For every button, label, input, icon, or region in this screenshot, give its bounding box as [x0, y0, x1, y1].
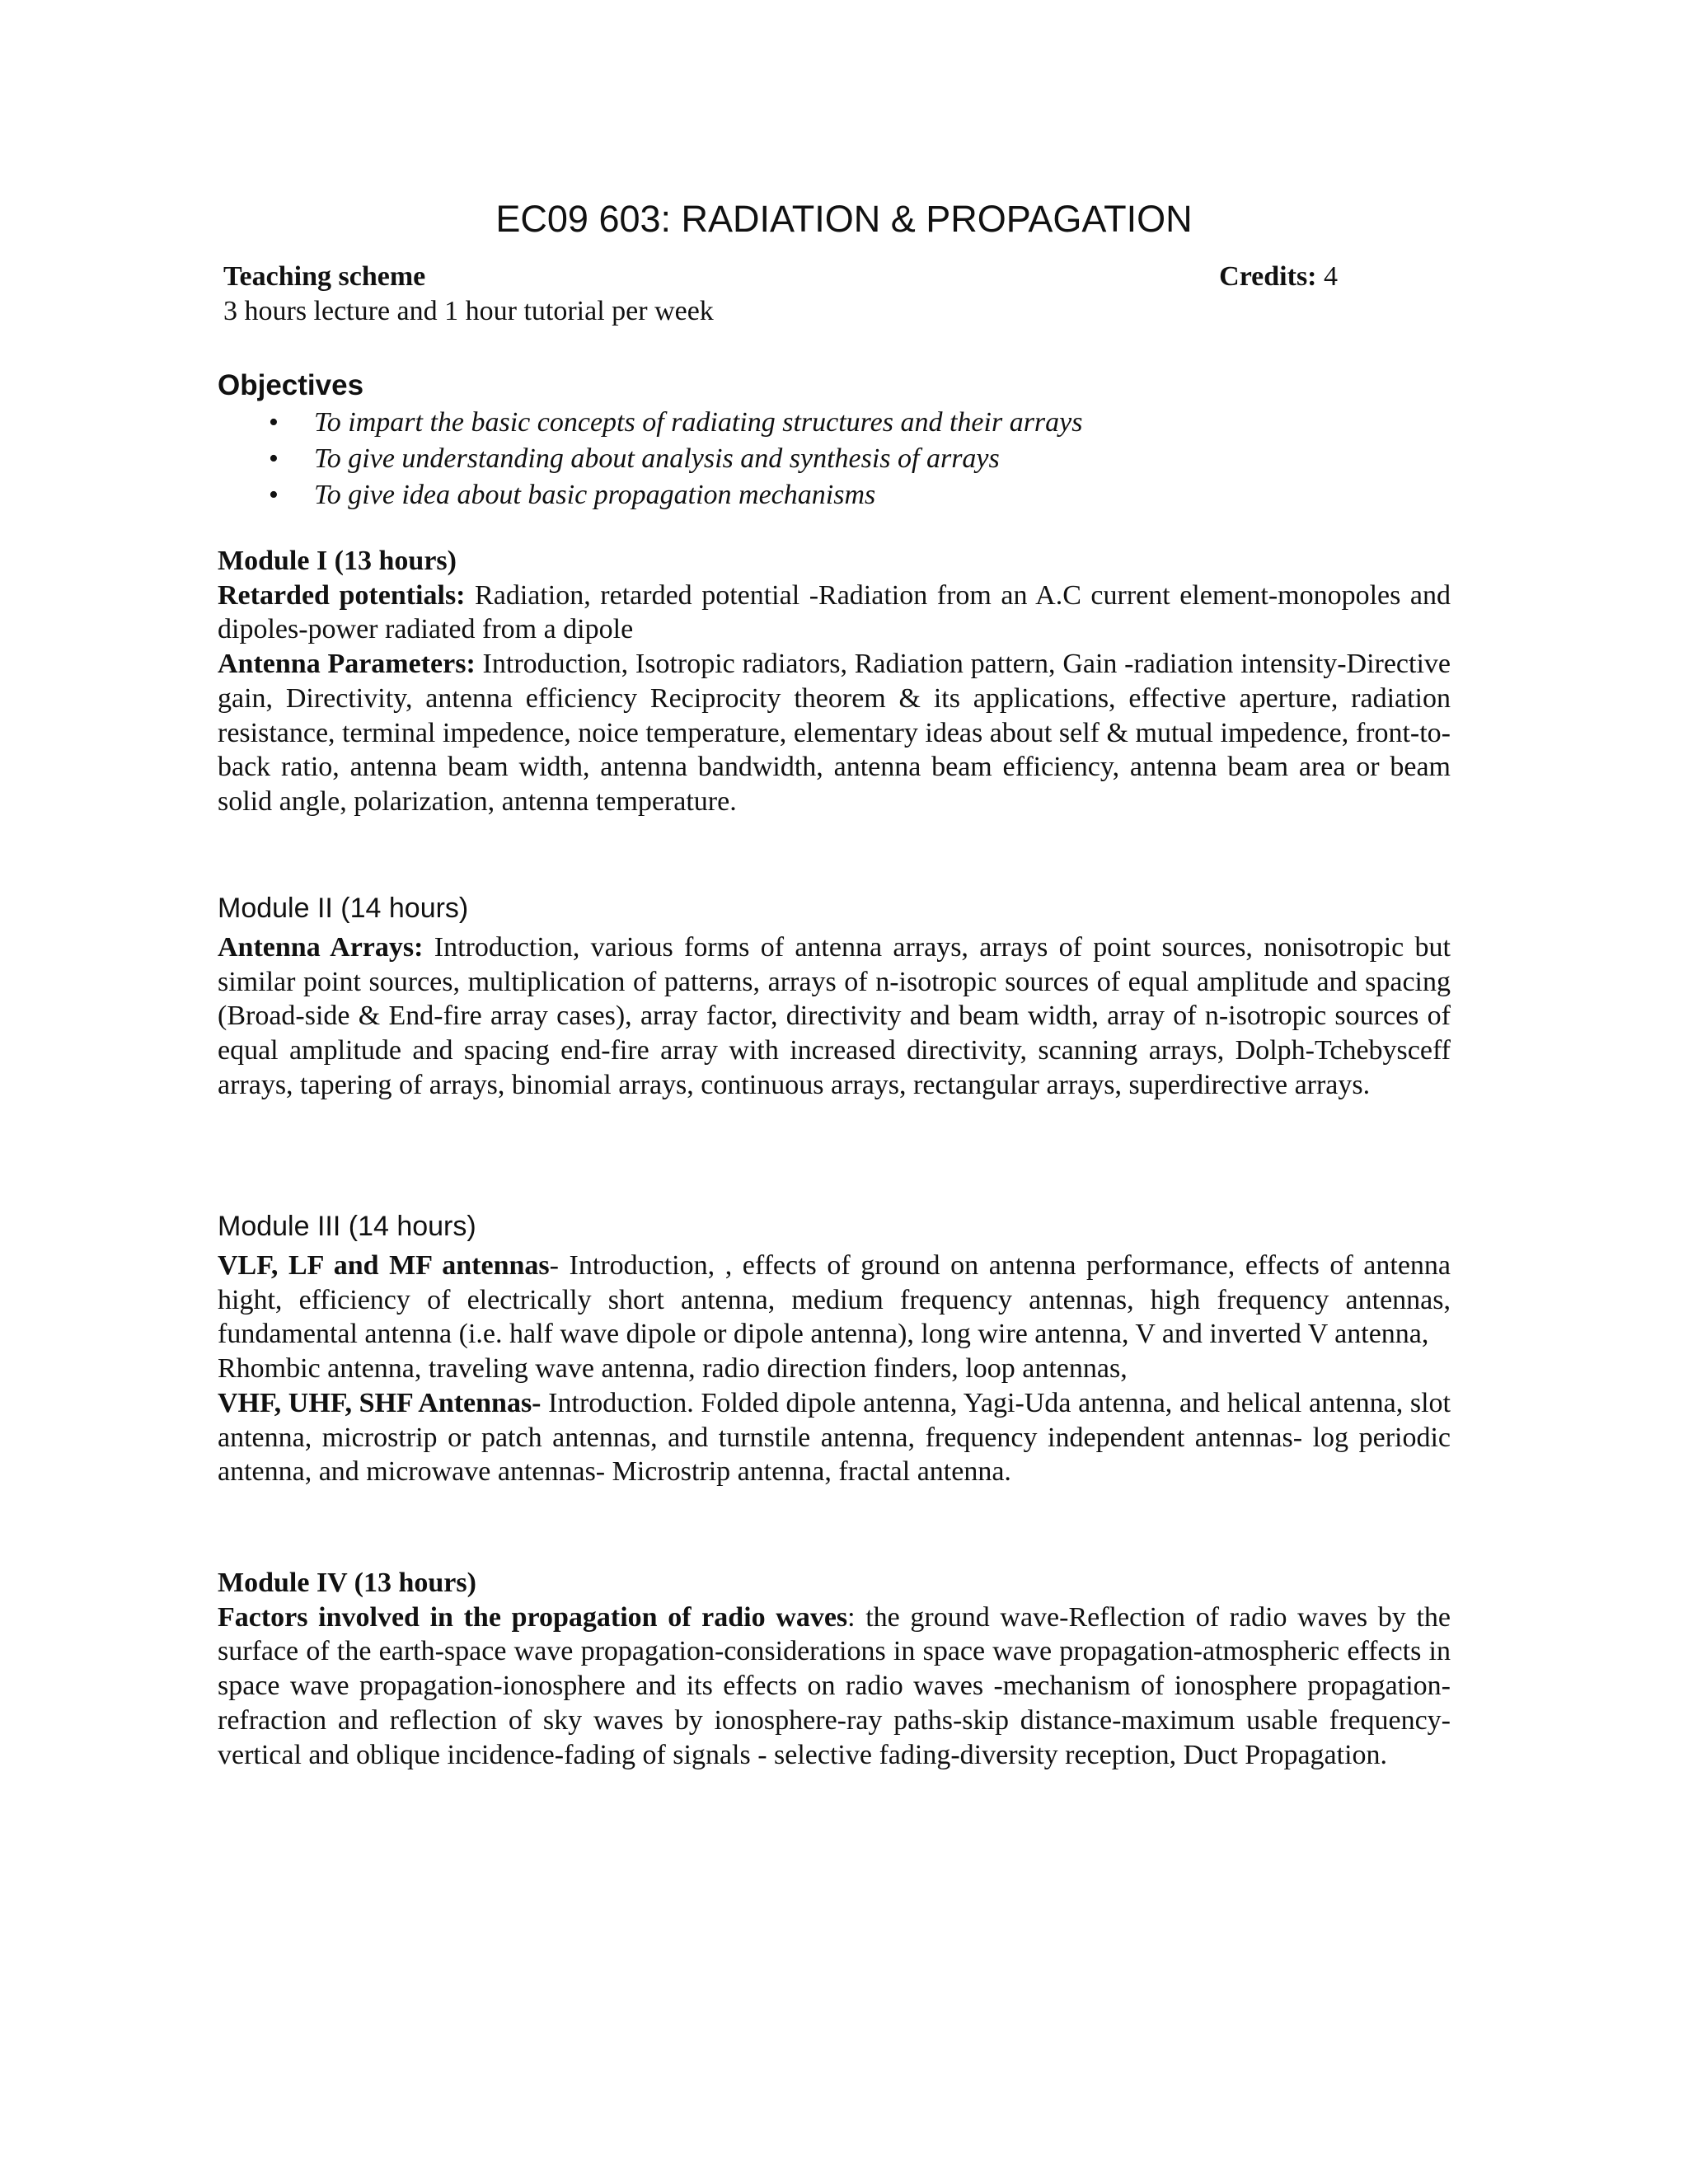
module-paragraph [218, 1249, 1451, 1352]
module-paragraph [218, 1601, 1451, 1773]
topic-label: VHF, UHF, SHF Antennas- [218, 1387, 542, 1418]
module-paragraph [218, 1386, 1451, 1489]
teaching-scheme-text: 3 hours lecture and 1 hour tutorial per week [223, 296, 714, 326]
module-2 [218, 891, 1451, 1103]
topic-label: VLF, LF and MF antennas [218, 1250, 550, 1281]
objectives-heading: Objectives [218, 369, 364, 401]
credits-label: Credits: [1219, 261, 1317, 292]
objectives-list [218, 405, 1082, 513]
module-paragraph [218, 930, 1451, 1103]
module-heading: Module III (14 hours) [218, 1211, 476, 1242]
module-4 [218, 1566, 1451, 1772]
topic-text: Rhombic antenna, traveling wave antenna, radio direction finders, loop antennas, [218, 1353, 1128, 1385]
module-3 [218, 1209, 1451, 1489]
bullet-icon: • [269, 407, 279, 438]
topic-text: Radiation, retarded potential -Radiation from an A.C current element-monopoles and dipoles-power radiated from a dipole [218, 579, 1451, 645]
objective-text: To give understanding about analysis and synthesis of arrays [314, 443, 1000, 474]
module-heading: Module I (13 hours) [218, 546, 457, 576]
bullet-icon: • [269, 480, 279, 510]
bullet-icon: • [269, 443, 279, 474]
objective-item [218, 405, 1082, 441]
module-paragraph [218, 579, 1451, 647]
objective-text: To impart the basic concepts of radiating structures and their arrays [314, 407, 1083, 438]
topic-label: Antenna Parameters: [218, 649, 476, 680]
topic-text: Introduction, various forms of antenna arrays, arrays of point sources, nonisotropic but similar point sources, multiplication of patterns, arrays of n-isotropic sources of equal amplitude and spacing (Broad-side & End-fire array cases), array factor, directivity and beam width, array of n-isotropic sources of equal amplitude and spacing end-fire array with increased directivity, scanning arrays, Dolph-Tchebysceff arrays, tapering of arrays, binomial arrays, continuous arrays, rectangular arrays, superdirective arrays. [218, 932, 1451, 1100]
credits-value: 4 [1324, 261, 1338, 292]
objective-text: To give idea about basic propagation mechanisms [314, 480, 876, 510]
topic-label: Antenna Arrays: [218, 932, 424, 963]
module-heading: Module IV (13 hours) [218, 1568, 476, 1598]
credits [1219, 260, 1338, 294]
module-paragraph [218, 647, 1451, 819]
module-1 [218, 544, 1451, 819]
module-paragraph [218, 1352, 1451, 1386]
objective-item [218, 477, 1082, 513]
teaching-scheme-row [223, 260, 1338, 294]
topic-text: Introduction. Folded dipole antenna, Yagi-Uda antenna, and helical antenna, slot antenna, microstrip or patch antennas, and turnstile antenna, frequency independent antennas- log periodic antenna, and microwave antennas- Microstrip antenna, fractal antenna. [218, 1387, 1451, 1488]
objective-item [218, 441, 1082, 477]
topic-text: : the ground wave-Reflection of radio waves by the surface of the earth-space wave propagation-considerations in space wave propagation-atmospheric effects in space wave propagation-ionosphere and its effects on radio waves -mechanism of ionosphere propagation-refraction and reflection of sky waves by ionosphere-ray paths-skip distance-maximum usable frequency-vertical and oblique incidence-fading of signals - selective fading-diversity reception, Duct Propagation. [218, 1601, 1451, 1770]
topic-label: Retarded potentials: [218, 579, 466, 611]
page-title: EC09 603: RADIATION & PROPAGATION [495, 198, 1193, 240]
topic-label: Factors involved in the propagation of radio waves [218, 1601, 848, 1633]
module-heading: Module II (14 hours) [218, 893, 469, 924]
topic-text: - Introduction, , effects of ground on antenna performance, effects of antenna hight, efficiency of electrically short antenna, medium frequency antennas, high frequency antennas, fundamental antenna (i.e. half wave dipole or dipole antenna), long wire antenna, V and inverted V antenna, [218, 1250, 1451, 1350]
teaching-scheme-label: Teaching scheme [223, 261, 426, 292]
topic-text: Introduction, Isotropic radiators, Radiation pattern, Gain -radiation intensity-Directive gain, Directivity, antenna efficiency Reciprocity theorem & its applications, effective aperture, radiation resistance, terminal impedence, noice temperature, elementary ideas about self & mutual impedence, front-to-back ratio, antenna beam width, antenna bandwidth, antenna beam efficiency, antenna beam area or beam solid angle, polarization, antenna temperature. [218, 649, 1451, 817]
